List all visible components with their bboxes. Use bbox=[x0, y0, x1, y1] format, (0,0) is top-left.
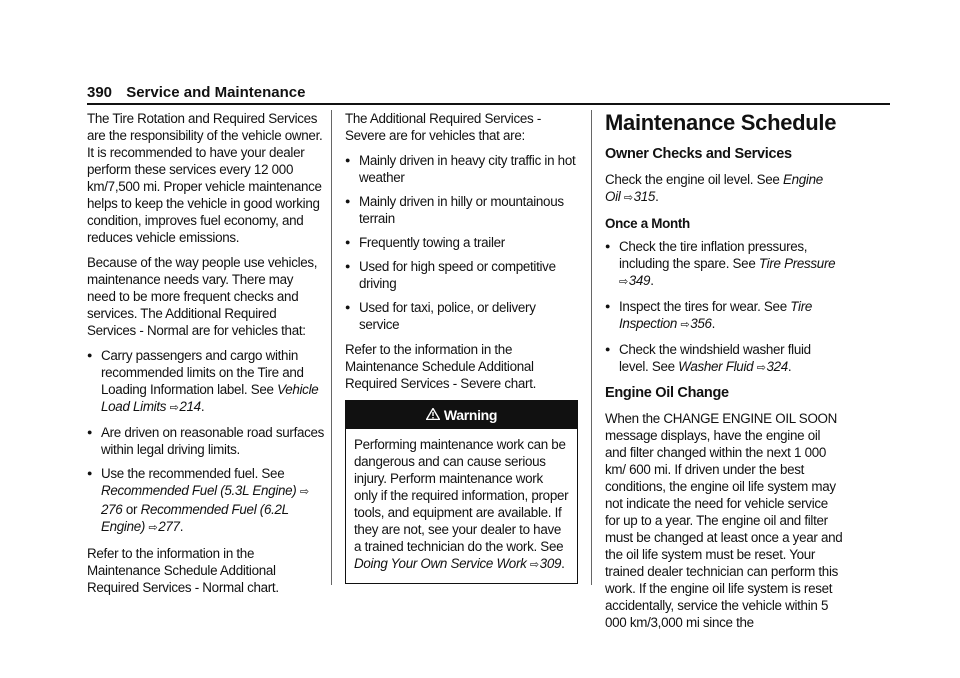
page-reference-arrow-icon: ⇨ bbox=[148, 522, 158, 534]
header-rule bbox=[87, 103, 890, 105]
column-1 bbox=[87, 110, 325, 604]
page-ref[interactable]: 277 bbox=[158, 519, 180, 534]
paragraph: When the CHANGE ENGINE OIL SOON message displays, have the engine oil and filter changed within the next 1 000 km/ 600 mi. If driven under the best conditions, the engine oil life system may not indicate the need for vehicle service for up to a year. The engine oil and filter must be changed at least once a year and the oil life system must be reset. Your trained dealer technician can perform this work. If the engine oil life system is reset accidentally, service the vehicle within 5 000 km/3,000 mi since the bbox=[605, 411, 843, 630]
list-item: ● Mainly driven in hilly or mountainous terrain bbox=[345, 193, 578, 227]
page-ref[interactable]: 356 bbox=[690, 316, 712, 331]
paragraph-text: Check the engine oil level. See bbox=[605, 172, 783, 187]
list-item: ● Check the windshield washer fluid level. See Washer Fluid ⇨ 324. bbox=[605, 341, 840, 377]
list-item-text: or bbox=[125, 502, 138, 517]
section-heading: Owner Checks and Services bbox=[605, 146, 792, 162]
cross-reference-link[interactable]: Engine Oil bbox=[605, 172, 823, 204]
chapter-heading: Maintenance Schedule bbox=[605, 110, 837, 135]
section-heading: Engine Oil Change bbox=[605, 385, 729, 401]
list-item: ● Carry passengers and cargo within recommended limits on the Tire and Loading Information label. See Vehicle Load Limits ⇨ 214. bbox=[87, 347, 325, 417]
column-3 bbox=[605, 110, 895, 639]
list-item: ● Use the recommended fuel. See Recommended Fuel (5.3L Engine) ⇨ 276 or Recommended Fuel (6.2L Engine) ⇨ 277. bbox=[87, 465, 325, 537]
list-item: ● Are driven on reasonable road surfaces within legal driving limits. bbox=[87, 424, 325, 458]
cross-reference-link[interactable]: Vehicle Load Limits bbox=[101, 382, 319, 414]
page-ref[interactable]: 276 bbox=[101, 502, 123, 517]
cross-reference-link[interactable]: Recommended Fuel (6.2L Engine) bbox=[101, 502, 289, 534]
column-2 bbox=[345, 110, 578, 584]
page-reference-arrow-icon: ⇨ bbox=[169, 402, 179, 414]
paragraph: The Tire Rotation and Required Services are the responsibility of the vehicle owner. It is recommended to have your dealer perform these services every 12 000 km/7,500 mi. Proper vehicle maintenance helps to keep the vehicle in good working condition, improves fuel economy, and reduces vehicle emissions. bbox=[87, 111, 323, 245]
bullet-list bbox=[605, 238, 840, 377]
column-divider-2 bbox=[591, 110, 592, 585]
warning-title: Warning bbox=[443, 407, 498, 423]
page-reference-arrow-icon: ⇨ bbox=[680, 319, 690, 331]
paragraph: The Additional Required Services - Severe are for vehicles that are: bbox=[345, 111, 541, 143]
list-item-text: Use the recommended fuel. See bbox=[101, 466, 285, 481]
list-item: ● Used for taxi, police, or delivery service bbox=[345, 299, 578, 333]
cross-reference-link[interactable]: Washer Fluid bbox=[678, 359, 754, 374]
warning-text: Performing maintenance work can be dangerous and can cause serious injury. Perform maintenance work only if the required information, proper tools, and equipment are available. If they are not, see your dealer to have a trained technician do the work. See bbox=[354, 437, 569, 554]
column-divider-1 bbox=[331, 110, 332, 585]
warning-body: Performing maintenance work can be dangerous and can cause serious injury. Perform maintenance work only if the required information, proper tools, and equipment are available. If they are not, see your dealer to have a trained technician do the work. See Doing Your Own Service Work ⇨ 309. bbox=[354, 437, 569, 571]
list-item: ● Frequently towing a trailer bbox=[345, 234, 578, 251]
page-reference-arrow-icon: ⇨ bbox=[299, 486, 309, 498]
page-reference-arrow-icon: ⇨ bbox=[756, 362, 766, 374]
cross-reference-link[interactable]: Tire Pressure bbox=[758, 256, 836, 271]
list-item-text: Inspect the tires for wear. See bbox=[619, 299, 791, 314]
list-item-text: Check the tire inflation pressures, including the spare. See bbox=[619, 239, 808, 271]
page-reference-arrow-icon: ⇨ bbox=[529, 559, 539, 571]
list-item: ● Inspect the tires for wear. See Tire Inspection ⇨ 356. bbox=[605, 298, 840, 334]
paragraph: Refer to the information in the Maintenance Schedule Additional Required Services - Normal chart. bbox=[87, 546, 279, 595]
page-ref[interactable]: 315 bbox=[633, 189, 656, 204]
list-item: ● Check the tire inflation pressures, including the spare. See Tire Pressure ⇨ 349. bbox=[605, 238, 840, 291]
list-item: ● Mainly driven in heavy city traffic in hot weather bbox=[345, 152, 578, 186]
paragraph: Refer to the information in the Maintenance Schedule Additional Required Services - Severe chart. bbox=[345, 342, 537, 391]
list-item-text: Check the windshield washer fluid level. See bbox=[619, 342, 811, 374]
page-ref[interactable]: 324 bbox=[766, 359, 788, 374]
page-number: 390 bbox=[87, 84, 113, 101]
page-ref[interactable]: 309 bbox=[539, 556, 562, 571]
cross-reference-link[interactable]: Doing Your Own Service Work bbox=[354, 556, 527, 571]
page-header bbox=[87, 84, 305, 101]
cross-reference-link[interactable]: Recommended Fuel (5.3L Engine) bbox=[101, 483, 297, 498]
bullet-list bbox=[345, 152, 578, 333]
list-item: ● Used for high speed or competitive driving bbox=[345, 258, 578, 292]
cross-reference-link[interactable]: Tire Inspection bbox=[619, 299, 813, 331]
bullet-list bbox=[87, 347, 325, 537]
section-title: Service and Maintenance bbox=[126, 84, 306, 101]
page-ref[interactable]: 349 bbox=[628, 273, 651, 288]
page-ref[interactable]: 214 bbox=[179, 399, 201, 414]
subheading: Once a Month bbox=[605, 216, 690, 231]
warning-header bbox=[346, 401, 577, 429]
warning-triangle-icon bbox=[426, 401, 440, 429]
paragraph: Check the engine oil level. See Engine Oil ⇨ 315. bbox=[605, 172, 823, 204]
paragraph: Because of the way people use vehicles, maintenance needs vary. There may need to be more frequent checks and services. The Additional Required Services - Normal are for vehicles that: bbox=[87, 255, 318, 338]
page-reference-arrow-icon: ⇨ bbox=[623, 192, 633, 204]
page-reference-arrow-icon: ⇨ bbox=[619, 276, 628, 288]
warning-box bbox=[345, 400, 578, 584]
list-item-text: Carry passengers and cargo within recommended limits on the Tire and Loading Information label. See bbox=[101, 348, 304, 397]
